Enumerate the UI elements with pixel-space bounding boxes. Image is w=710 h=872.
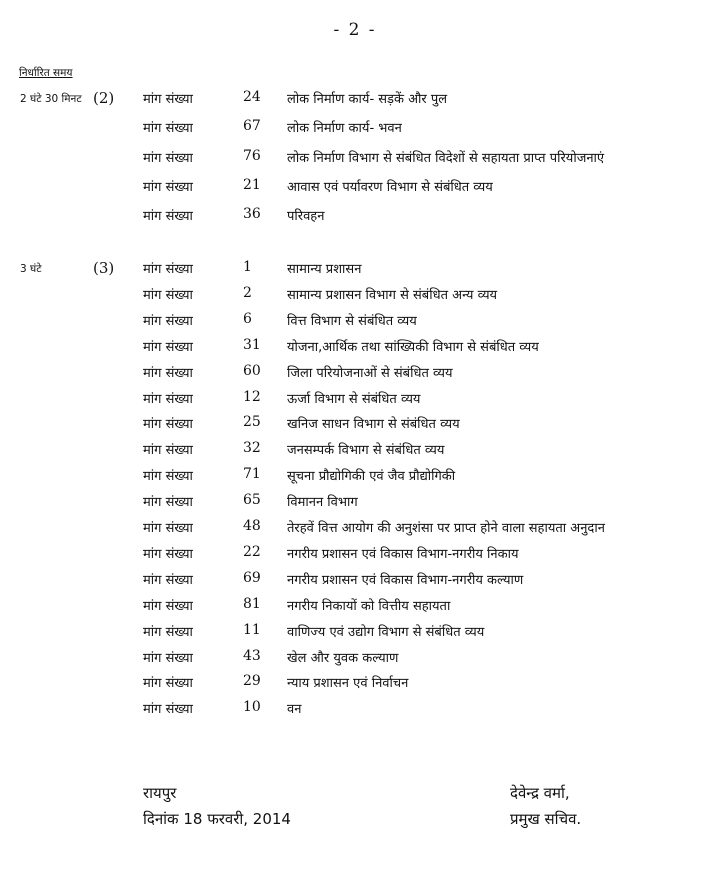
demand-title: लोक निर्माण कार्य- भवन: [287, 121, 402, 136]
demand-title: न्याय प्रशासन एवं निर्वाचन: [287, 676, 409, 691]
demand-number: 71: [243, 466, 261, 482]
allotted-time: 3 घंटे: [20, 263, 42, 275]
allotted-time: 2 घंटे 30 मिनट: [20, 93, 82, 105]
demand-label: मांग संख्या: [143, 521, 193, 536]
demand-row: [0, 89, 710, 111]
demand-label: मांग संख्या: [143, 651, 193, 666]
demand-title: विमानन विभाग: [287, 495, 358, 510]
demand-title: ऊर्जा विभाग से संबंधित व्यय: [287, 392, 421, 407]
demand-label: मांग संख्या: [143, 288, 193, 303]
demand-number: 29: [243, 673, 261, 689]
time-header: निर्धारित समय: [19, 67, 73, 79]
demand-row: [0, 466, 710, 488]
demand-title: लोक निर्माण विभाग से संबंधित विदेशों से सहायता प्राप्त परियोजनाएं: [287, 151, 605, 166]
demand-number: 1: [243, 259, 252, 275]
demand-row: [0, 699, 710, 721]
demand-title: सामान्य प्रशासन विभाग से संबंधित अन्य व्यय: [287, 288, 498, 303]
demand-number: 32: [243, 440, 261, 456]
demand-label: मांग संख्या: [143, 340, 193, 355]
demand-title: नगरीय प्रशासन एवं विकास विभाग-नगरीय निकाय: [287, 547, 519, 562]
demand-label: मांग संख्या: [143, 392, 193, 407]
demand-row: [0, 570, 710, 592]
demand-row: [0, 622, 710, 644]
demand-row: [0, 389, 710, 411]
demand-title: तेरहवें वित्त आयोग की अनुशंसा पर प्राप्त होने वाला सहायता अनुदान: [287, 521, 605, 536]
demand-title: खनिज साधन विभाग से संबंधित व्यय: [287, 417, 460, 432]
demand-title: सामान्य प्रशासन: [287, 262, 362, 277]
demand-label: मांग संख्या: [143, 417, 193, 432]
demand-title: खेल और युवक कल्याण: [287, 651, 399, 666]
demand-title: जनसम्पर्क विभाग से संबंधित व्यय: [287, 443, 445, 458]
demand-number: 65: [243, 492, 261, 508]
footer-place: रायपुर: [143, 784, 177, 802]
demand-number: 25: [243, 414, 261, 430]
demand-number: 48: [243, 518, 261, 534]
demand-row: [0, 544, 710, 566]
demand-number: 31: [243, 337, 261, 353]
demand-title: नगरीय प्रशासन एवं विकास विभाग-नगरीय कल्याण: [287, 573, 524, 588]
demand-label: मांग संख्या: [143, 599, 193, 614]
demand-label: मांग संख्या: [143, 702, 193, 717]
demand-title: लोक निर्माण कार्य- सड़कें और पुल: [287, 92, 448, 107]
demand-number: 22: [243, 544, 261, 560]
demand-label: मांग संख्या: [143, 151, 193, 166]
demand-row: [0, 673, 710, 695]
demand-label: मांग संख्या: [143, 366, 193, 381]
demand-row: [0, 118, 710, 140]
demand-label: मांग संख्या: [143, 92, 193, 107]
demand-row: [0, 177, 710, 199]
demand-row: [0, 285, 710, 307]
demand-label: मांग संख्या: [143, 676, 193, 691]
demand-row: [0, 440, 710, 462]
page-number: - 2 -: [333, 20, 377, 40]
signatory-title: प्रमुख सचिव.: [510, 810, 582, 828]
footer-date: दिनांक 18 फरवरी, 2014: [143, 810, 291, 828]
demand-label: मांग संख्या: [143, 573, 193, 588]
demand-row: [0, 148, 710, 170]
demand-row: [0, 311, 710, 333]
group-number: (2): [93, 89, 115, 107]
demand-title: सूचना प्रौद्योगिकी एवं जैव प्रौद्योगिकी: [287, 469, 456, 484]
demand-label: मांग संख्या: [143, 469, 193, 484]
demand-row: [0, 414, 710, 436]
demand-number: 12: [243, 389, 261, 405]
demand-row: [0, 363, 710, 385]
demand-number: 11: [243, 622, 261, 638]
demand-label: मांग संख्या: [143, 314, 193, 329]
demand-row: [0, 518, 710, 540]
demand-number: 43: [243, 648, 261, 664]
demand-title: जिला परियोजनाओं से संबंधित व्यय: [287, 366, 453, 381]
demand-number: 24: [243, 89, 261, 105]
demand-number: 2: [243, 285, 252, 301]
demand-row: [0, 206, 710, 228]
demand-number: 60: [243, 363, 261, 379]
demand-number: 6: [243, 311, 252, 327]
demand-label: मांग संख्या: [143, 262, 193, 277]
demand-row: [0, 596, 710, 618]
demand-label: मांग संख्या: [143, 121, 193, 136]
demand-title: वाणिज्य एवं उद्योग विभाग से संबंधित व्यय: [287, 625, 485, 640]
footer-signatory: [510, 780, 581, 832]
demand-label: मांग संख्या: [143, 180, 193, 195]
demand-label: मांग संख्या: [143, 625, 193, 640]
demand-row: [0, 259, 710, 281]
demand-title: योजना,आर्थिक तथा सांख्यिकी विभाग से संबंधित व्यय: [287, 340, 539, 355]
demand-number: 36: [243, 206, 261, 222]
demand-label: मांग संख्या: [143, 495, 193, 510]
demand-title: नगरीय निकायों को वित्तीय सहायता: [287, 599, 451, 614]
demand-title: वन: [287, 702, 302, 717]
demand-title: परिवहन: [287, 209, 325, 224]
group-number: (3): [93, 259, 115, 277]
demand-label: मांग संख्या: [143, 209, 193, 224]
demand-row: [0, 337, 710, 359]
demand-label: मांग संख्या: [143, 547, 193, 562]
demand-number: 21: [243, 177, 261, 193]
demand-label: मांग संख्या: [143, 443, 193, 458]
signatory-name: देवेन्द्र वर्मा,: [510, 784, 570, 802]
demand-title: वित्त विभाग से संबंधित व्यय: [287, 314, 417, 329]
demand-number: 69: [243, 570, 261, 586]
demand-number: 67: [243, 118, 261, 134]
demand-row: [0, 648, 710, 670]
demand-number: 81: [243, 596, 261, 612]
demand-number: 10: [243, 699, 261, 715]
demand-title: आवास एवं पर्यावरण विभाग से संबंधित व्यय: [287, 180, 493, 195]
footer-place-date: [143, 780, 291, 832]
demand-row: [0, 492, 710, 514]
demand-number: 76: [243, 148, 261, 164]
